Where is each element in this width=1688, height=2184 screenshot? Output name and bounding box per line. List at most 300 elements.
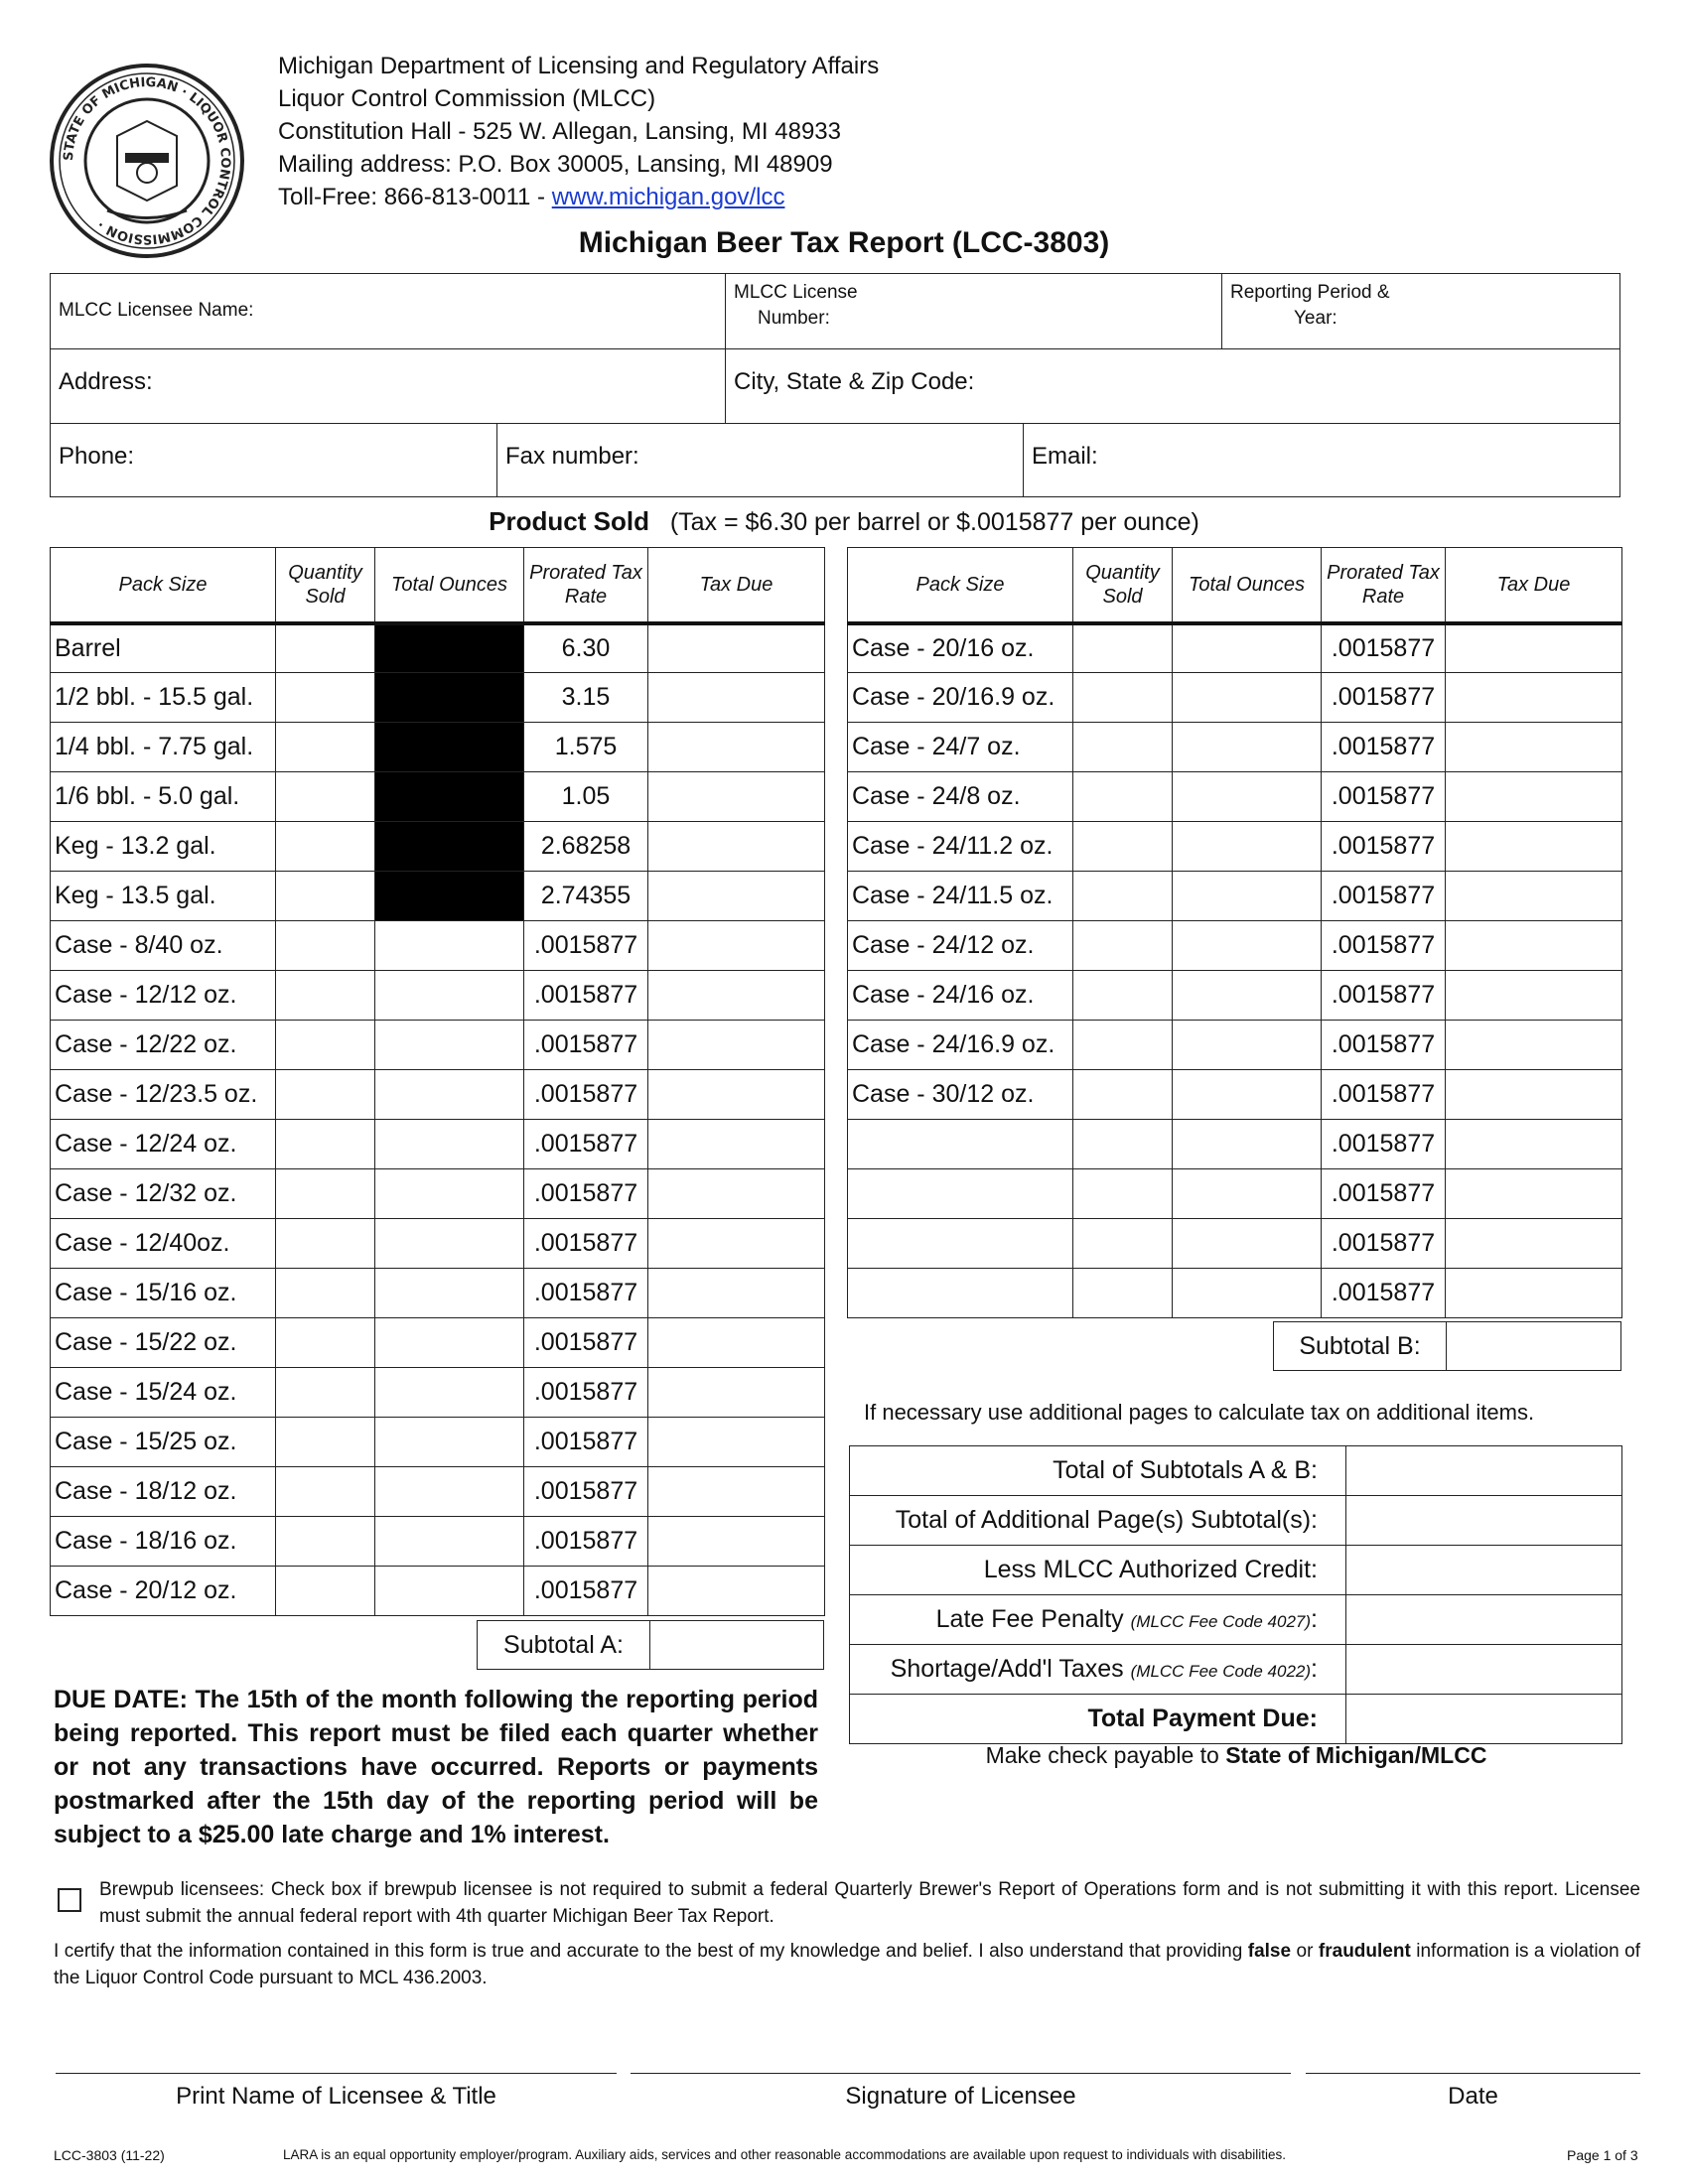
tax-due-cell[interactable] [648, 1567, 825, 1616]
table-header-row [51, 548, 825, 623]
agency-header [278, 50, 879, 213]
quantity-sold-cell[interactable] [1073, 921, 1173, 971]
tax-rate-cell: .0015877 [1322, 1021, 1446, 1070]
quantity-sold-cell[interactable] [1073, 772, 1173, 822]
tax-rate-cell: .0015877 [524, 1418, 648, 1467]
total-ounces-cell [375, 822, 524, 872]
total-ounces-cell[interactable] [1173, 1269, 1322, 1318]
payable-to: State of Michigan/MLCC [1225, 1742, 1487, 1768]
form-id: LCC-3803 (11-22) [54, 2147, 165, 2163]
col-pack-size: Pack Size [51, 548, 276, 623]
tax-due-cell[interactable] [648, 971, 825, 1021]
tax-rate-cell: .0015877 [1322, 1070, 1446, 1120]
quantity-sold-cell[interactable] [1073, 1169, 1173, 1219]
tax-rate-cell: .0015877 [524, 921, 648, 971]
table-row [848, 623, 1622, 673]
subtotal-a-label: Subtotal A: [477, 1620, 650, 1670]
table-row [51, 971, 825, 1021]
table-row [848, 1021, 1622, 1070]
quantity-sold-cell[interactable] [276, 673, 375, 723]
pack-size-cell: Case - 12/24 oz. [51, 1120, 276, 1169]
tax-rate-cell: .0015877 [1322, 772, 1446, 822]
additional-pages-field[interactable] [1346, 1496, 1622, 1546]
certify-part-b: information is a violation of the Liquor Control Code pursuant to MCL 436.2003. [54, 1941, 1640, 1988]
certify-fraudulent: fraudulent [1318, 1941, 1411, 1962]
total-subtotals-field[interactable] [1346, 1446, 1622, 1496]
col-quantity-label-1: Quantity [288, 561, 362, 584]
date-label: Date [1448, 2083, 1498, 2110]
total-ounces-cell[interactable] [1173, 921, 1322, 971]
quantity-sold-cell[interactable] [276, 1269, 375, 1318]
total-ounces-cell[interactable] [1173, 623, 1322, 673]
quantity-sold-cell[interactable] [276, 1418, 375, 1467]
totals-row [850, 1546, 1622, 1595]
licensee-name-label: MLCC Licensee Name: [59, 300, 254, 321]
tax-rate-cell: .0015877 [524, 1467, 648, 1517]
license-number-label-2: Number: [758, 308, 830, 329]
quantity-sold-cell[interactable] [1073, 1070, 1173, 1120]
print-name-line[interactable] [56, 2073, 617, 2074]
total-ounces-cell[interactable] [375, 1219, 524, 1269]
total-ounces-cell [375, 723, 524, 772]
certify-false: false [1247, 1941, 1292, 1962]
total-ounces-cell[interactable] [375, 1418, 524, 1467]
total-ounces-cell [375, 772, 524, 822]
col-tax-due: Tax Due [648, 548, 825, 623]
table-row [848, 1219, 1622, 1269]
total-ounces-cell[interactable] [375, 1120, 524, 1169]
pack-size-cell: Case - 15/22 oz. [51, 1318, 276, 1368]
col-quantity-sold [276, 548, 375, 623]
quantity-sold-cell[interactable] [276, 822, 375, 872]
table-row [51, 1318, 825, 1368]
table-row [51, 1418, 825, 1467]
tax-rate-cell: .0015877 [524, 1368, 648, 1418]
license-number-label-1: MLCC License [734, 282, 858, 303]
additional-pages-note: If necessary use additional pages to calculate tax on additional items. [864, 1400, 1535, 1425]
tax-rate-cell: 2.74355 [524, 872, 648, 921]
certify-or: or [1291, 1941, 1319, 1962]
late-fee-code: (MLCC Fee Code 4027) [1130, 1612, 1312, 1631]
total-ounces-cell[interactable] [375, 1517, 524, 1567]
tax-due-cell[interactable] [648, 673, 825, 723]
credit-label: Less MLCC Authorized Credit: [850, 1546, 1346, 1595]
subtotal-a-field[interactable] [649, 1620, 824, 1670]
late-fee-colon: : [1311, 1605, 1318, 1633]
total-ounces-cell[interactable] [375, 1567, 524, 1616]
pack-size-cell: Case - 20/12 oz. [51, 1567, 276, 1616]
quantity-sold-cell[interactable] [1073, 1021, 1173, 1070]
col-total-ounces: Total Ounces [375, 548, 524, 623]
total-ounces-cell[interactable] [1173, 822, 1322, 872]
signature-line[interactable] [631, 2073, 1291, 2074]
quantity-sold-cell[interactable] [276, 872, 375, 921]
tax-rate-cell: .0015877 [1322, 1169, 1446, 1219]
pack-size-cell: Case - 20/16.9 oz. [848, 673, 1073, 723]
signature-label: Signature of Licensee [845, 2083, 1076, 2110]
pack-size-cell: Case - 24/7 oz. [848, 723, 1073, 772]
tax-rate-cell: .0015877 [524, 1070, 648, 1120]
tax-rate-cell: .0015877 [524, 971, 648, 1021]
late-fee-label [850, 1595, 1346, 1645]
tax-due-cell[interactable] [648, 1269, 825, 1318]
tax-due-cell[interactable] [1446, 772, 1622, 822]
pack-size-cell: Case - 12/40oz. [51, 1219, 276, 1269]
col-total-ounces: Total Ounces [1173, 548, 1322, 623]
payable-prefix: Make check payable to [985, 1742, 1226, 1768]
tax-due-cell[interactable] [1446, 623, 1622, 673]
tax-due-cell[interactable] [648, 1517, 825, 1567]
tax-due-cell[interactable] [648, 1169, 825, 1219]
late-fee-text: Late Fee Penalty [935, 1605, 1124, 1633]
payable-note [849, 1742, 1623, 1769]
pack-size-cell: Case - 24/16 oz. [848, 971, 1073, 1021]
total-ounces-cell[interactable] [375, 1318, 524, 1368]
shortage-colon: : [1311, 1655, 1318, 1683]
total-ounces-cell[interactable] [375, 1269, 524, 1318]
totals-row [850, 1645, 1622, 1695]
col-pack-size: Pack Size [848, 548, 1073, 623]
tax-due-cell[interactable] [648, 1219, 825, 1269]
agency-name: Michigan Department of Licensing and Regulatory Affairs [278, 53, 880, 79]
tax-due-cell[interactable] [1446, 1269, 1622, 1318]
table-row [51, 921, 825, 971]
tax-due-cell[interactable] [648, 1418, 825, 1467]
tax-due-cell[interactable] [648, 1368, 825, 1418]
email-field[interactable] [1024, 423, 1619, 496]
pack-size-cell: Case - 12/32 oz. [51, 1169, 276, 1219]
table-row [848, 822, 1622, 872]
table-row [51, 1120, 825, 1169]
tax-rate-cell: .0015877 [524, 1169, 648, 1219]
col-quantity-label-2: Sold [305, 585, 346, 608]
quantity-sold-cell[interactable] [276, 1517, 375, 1567]
table-row [848, 673, 1622, 723]
total-ounces-cell[interactable] [1173, 1169, 1322, 1219]
form-title: Michigan Beer Tax Report (LCC-3803) [578, 226, 1110, 259]
tax-due-cell[interactable] [1446, 1021, 1622, 1070]
tax-due-cell[interactable] [648, 723, 825, 772]
table-row [51, 723, 825, 772]
tax-due-cell[interactable] [648, 822, 825, 872]
certify-part-a: I certify that the information contained in this form is true and accurate to the best of my knowledge and belief. I also understand that providing [54, 1941, 1248, 1962]
pack-size-cell: Case - 12/22 oz. [51, 1021, 276, 1070]
pack-size-cell: 1/2 bbl. - 15.5 gal. [51, 673, 276, 723]
tax-due-cell[interactable] [1446, 921, 1622, 971]
totals-row [850, 1595, 1622, 1645]
city-state-zip-field[interactable] [726, 348, 1619, 423]
tax-rate-cell: .0015877 [524, 1269, 648, 1318]
tax-due-cell[interactable] [648, 772, 825, 822]
quantity-sold-cell[interactable] [276, 921, 375, 971]
total-ounces-cell [375, 673, 524, 723]
quantity-sold-cell[interactable] [276, 1467, 375, 1517]
tax-due-cell[interactable] [1446, 673, 1622, 723]
pack-size-cell: Case - 30/12 oz. [848, 1070, 1073, 1120]
pack-size-cell: Case - 24/16.9 oz. [848, 1021, 1073, 1070]
total-payment-field[interactable] [1346, 1695, 1622, 1744]
table-row [848, 971, 1622, 1021]
tax-due-cell[interactable] [648, 1070, 825, 1120]
phone-field[interactable] [51, 423, 497, 496]
total-ounces-cell[interactable] [1173, 1120, 1322, 1169]
toll-free-label: Toll-Free: 866-813-0011 - [278, 184, 552, 210]
phone-label: Phone: [59, 443, 135, 470]
eeo-statement: LARA is an equal opportunity employer/program. Auxiliary aids, services and other reasonable accommodations are available upon request to individuals with disabilities. [283, 2147, 1287, 2162]
table-row [51, 822, 825, 872]
table-header-row [848, 548, 1622, 623]
tax-due-cell[interactable] [648, 1467, 825, 1517]
tax-rate-cell: .0015877 [1322, 723, 1446, 772]
pack-size-cell [848, 1219, 1073, 1269]
tax-rate-cell: .0015877 [524, 1517, 648, 1567]
table-row [51, 1219, 825, 1269]
col-prorated-rate [524, 548, 648, 623]
quantity-sold-cell[interactable] [276, 772, 375, 822]
licensee-info-grid [50, 273, 1620, 497]
col-rate-label-1: Prorated Tax [1327, 561, 1440, 584]
shortage-label [850, 1645, 1346, 1695]
address-label: Address: [59, 368, 153, 395]
tax-rate-cell: .0015877 [524, 1219, 648, 1269]
table-row [51, 1070, 825, 1120]
quantity-sold-cell[interactable] [276, 623, 375, 673]
pack-size-cell: Case - 24/8 oz. [848, 772, 1073, 822]
agency-address: Constitution Hall - 525 W. Allegan, Lansing, MI 48933 [278, 118, 841, 145]
col-quantity-label-1: Quantity [1085, 561, 1160, 584]
total-ounces-cell[interactable] [1173, 772, 1322, 822]
table-row [51, 1169, 825, 1219]
pack-size-cell: Case - 24/11.2 oz. [848, 822, 1073, 872]
tax-rate-cell: .0015877 [1322, 822, 1446, 872]
pack-size-cell: Case - 12/23.5 oz. [51, 1070, 276, 1120]
table-row [848, 921, 1622, 971]
pack-size-cell: Case - 24/11.5 oz. [848, 872, 1073, 921]
tax-due-cell[interactable] [648, 623, 825, 673]
subtotal-b-label: Subtotal B: [1273, 1321, 1447, 1371]
tax-rate-cell: .0015877 [1322, 971, 1446, 1021]
quantity-sold-cell[interactable] [1073, 673, 1173, 723]
pack-size-cell [848, 1120, 1073, 1169]
shortage-text: Shortage/Add'l Taxes [890, 1655, 1124, 1683]
table-row [848, 723, 1622, 772]
tax-rate-cell: .0015877 [1322, 623, 1446, 673]
email-label: Email: [1032, 443, 1098, 470]
pack-size-cell: Case - 24/12 oz. [848, 921, 1073, 971]
total-payment-label: Total Payment Due: [850, 1695, 1346, 1744]
table-row [51, 1269, 825, 1318]
col-quantity-sold [1073, 548, 1173, 623]
tax-due-cell[interactable] [1446, 723, 1622, 772]
pack-size-cell: Keg - 13.2 gal. [51, 822, 276, 872]
tax-rate-cell: .0015877 [1322, 921, 1446, 971]
total-ounces-cell[interactable] [375, 1169, 524, 1219]
total-ounces-cell[interactable] [1173, 872, 1322, 921]
pack-size-cell: Case - 18/16 oz. [51, 1517, 276, 1567]
license-number-field[interactable] [726, 274, 1222, 348]
credit-field[interactable] [1346, 1546, 1622, 1595]
col-tax-due: Tax Due [1446, 548, 1622, 623]
tax-rate-cell: .0015877 [1322, 1120, 1446, 1169]
shortage-field[interactable] [1346, 1645, 1622, 1695]
quantity-sold-cell[interactable] [276, 1318, 375, 1368]
quantity-sold-cell[interactable] [1073, 1219, 1173, 1269]
table-row [51, 1567, 825, 1616]
pack-size-cell: Keg - 13.5 gal. [51, 872, 276, 921]
website-link[interactable]: www.michigan.gov/lcc [551, 184, 785, 210]
quantity-sold-cell[interactable] [276, 1219, 375, 1269]
pack-size-cell: Case - 15/24 oz. [51, 1368, 276, 1418]
table-row [51, 1368, 825, 1418]
commission-name: Liquor Control Commission (MLCC) [278, 85, 656, 112]
table-row [848, 1070, 1622, 1120]
quantity-sold-cell[interactable] [276, 1120, 375, 1169]
total-ounces-cell[interactable] [375, 1368, 524, 1418]
total-ounces-cell [375, 623, 524, 673]
reporting-period-label-1: Reporting Period & [1230, 282, 1390, 303]
col-rate-label-1: Prorated Tax [529, 561, 642, 584]
table-row [848, 1169, 1622, 1219]
tax-due-cell[interactable] [648, 1021, 825, 1070]
quantity-sold-cell[interactable] [1073, 822, 1173, 872]
tax-rate-cell: .0015877 [1322, 1219, 1446, 1269]
quantity-sold-cell[interactable] [1073, 723, 1173, 772]
pack-size-cell: Case - 15/16 oz. [51, 1269, 276, 1318]
pack-size-cell: 1/4 bbl. - 7.75 gal. [51, 723, 276, 772]
pack-size-cell: Barrel [51, 623, 276, 673]
product-table-right [847, 547, 1622, 1318]
total-ounces-cell [375, 872, 524, 921]
brewpub-checkbox[interactable] [58, 1888, 81, 1912]
table-row [51, 772, 825, 822]
total-ounces-cell[interactable] [1173, 1021, 1322, 1070]
table-row [51, 673, 825, 723]
quantity-sold-cell[interactable] [1073, 971, 1173, 1021]
total-ounces-cell[interactable] [375, 921, 524, 971]
totals-table [849, 1445, 1622, 1744]
fax-field[interactable] [497, 423, 1024, 496]
tax-rate-cell: .0015877 [1322, 872, 1446, 921]
tax-rate-cell: .0015877 [524, 1021, 648, 1070]
tax-due-cell[interactable] [1446, 822, 1622, 872]
quantity-sold-cell[interactable] [276, 1021, 375, 1070]
totals-row [850, 1496, 1622, 1546]
city-state-zip-label: City, State & Zip Code: [734, 368, 975, 395]
quantity-sold-cell[interactable] [276, 1169, 375, 1219]
reporting-period-label-2: Year: [1294, 308, 1337, 329]
total-subtotals-label: Total of Subtotals A & B: [850, 1446, 1346, 1496]
total-ounces-cell[interactable] [1173, 971, 1322, 1021]
table-row [51, 623, 825, 673]
totals-row [850, 1695, 1622, 1744]
col-quantity-label-2: Sold [1102, 585, 1143, 608]
quantity-sold-cell[interactable] [276, 1368, 375, 1418]
quantity-sold-cell[interactable] [276, 723, 375, 772]
shortage-code: (MLCC Fee Code 4022) [1130, 1662, 1312, 1681]
table-row [848, 1120, 1622, 1169]
tax-rate-cell: .0015877 [524, 1120, 648, 1169]
fax-label: Fax number: [505, 443, 639, 470]
late-fee-field[interactable] [1346, 1595, 1622, 1645]
address-field[interactable] [51, 348, 726, 423]
table-row [51, 872, 825, 921]
mailing-address: Mailing address: P.O. Box 30005, Lansing, MI 48909 [278, 151, 833, 178]
total-ounces-cell[interactable] [375, 1021, 524, 1070]
col-rate-label-2: Rate [564, 585, 608, 608]
tax-due-cell[interactable] [648, 1318, 825, 1368]
table-row [51, 1021, 825, 1070]
quantity-sold-cell[interactable] [276, 1567, 375, 1616]
total-ounces-cell[interactable] [1173, 1070, 1322, 1120]
tax-rate-cell: 2.68258 [524, 822, 648, 872]
tax-rate-cell: .0015877 [1322, 1269, 1446, 1318]
licensee-name-field[interactable] [51, 274, 726, 348]
table-row [51, 1517, 825, 1567]
pack-size-cell [848, 1169, 1073, 1219]
pack-size-cell: Case - 15/25 oz. [51, 1418, 276, 1467]
quantity-sold-cell[interactable] [1073, 623, 1173, 673]
tax-due-cell[interactable] [1446, 872, 1622, 921]
tax-rate-cell: .0015877 [524, 1318, 648, 1368]
product-table-left [50, 547, 825, 1616]
tax-rate-cell: 1.575 [524, 723, 648, 772]
tax-due-cell[interactable] [1446, 1219, 1622, 1269]
quantity-sold-cell[interactable] [276, 1070, 375, 1120]
total-ounces-cell[interactable] [1173, 1219, 1322, 1269]
col-prorated-rate [1322, 548, 1446, 623]
total-ounces-cell[interactable] [375, 1070, 524, 1120]
col-rate-label-2: Rate [1361, 585, 1405, 608]
tax-due-cell[interactable] [1446, 1169, 1622, 1219]
tax-rate-cell: .0015877 [524, 1567, 648, 1616]
table-row [848, 772, 1622, 822]
tax-due-cell[interactable] [1446, 1120, 1622, 1169]
tax-due-cell[interactable] [1446, 1070, 1622, 1120]
pack-size-cell: Case - 18/12 oz. [51, 1467, 276, 1517]
tax-due-cell[interactable] [648, 872, 825, 921]
table-row [848, 872, 1622, 921]
product-sold-heading [0, 506, 1688, 537]
tax-rate-note: (Tax = $6.30 per barrel or $.0015877 per ounce) [669, 508, 1199, 536]
table-row [848, 1269, 1622, 1318]
total-ounces-cell[interactable] [375, 971, 524, 1021]
quantity-sold-cell[interactable] [1073, 872, 1173, 921]
subtotal-b-field[interactable] [1446, 1321, 1621, 1371]
totals-row [850, 1446, 1622, 1496]
total-ounces-cell[interactable] [375, 1467, 524, 1517]
toll-free [278, 181, 879, 213]
total-ounces-cell[interactable] [1173, 673, 1322, 723]
tax-due-cell[interactable] [648, 921, 825, 971]
total-ounces-cell[interactable] [1173, 723, 1322, 772]
svg-text:STATE OF MICHIGAN · LIQUOR CON: STATE OF MICHIGAN · LIQUOR CONTROL COMMISSION · [61, 74, 233, 247]
date-line[interactable] [1306, 2073, 1640, 2074]
product-sold-label: Product Sold [489, 506, 649, 536]
reporting-period-field[interactable] [1222, 274, 1619, 348]
quantity-sold-cell[interactable] [276, 971, 375, 1021]
table-row [51, 1467, 825, 1517]
tax-rate-cell: .0015877 [1322, 673, 1446, 723]
pack-size-cell: Case - 8/40 oz. [51, 921, 276, 971]
tax-rate-cell: 6.30 [524, 623, 648, 673]
quantity-sold-cell[interactable] [1073, 1269, 1173, 1318]
certification-text [54, 1938, 1640, 1991]
tax-rate-cell: 1.05 [524, 772, 648, 822]
quantity-sold-cell[interactable] [1073, 1120, 1173, 1169]
tax-due-cell[interactable] [1446, 971, 1622, 1021]
tax-due-cell[interactable] [648, 1120, 825, 1169]
page-number: Page 1 of 3 [1567, 2147, 1638, 2163]
